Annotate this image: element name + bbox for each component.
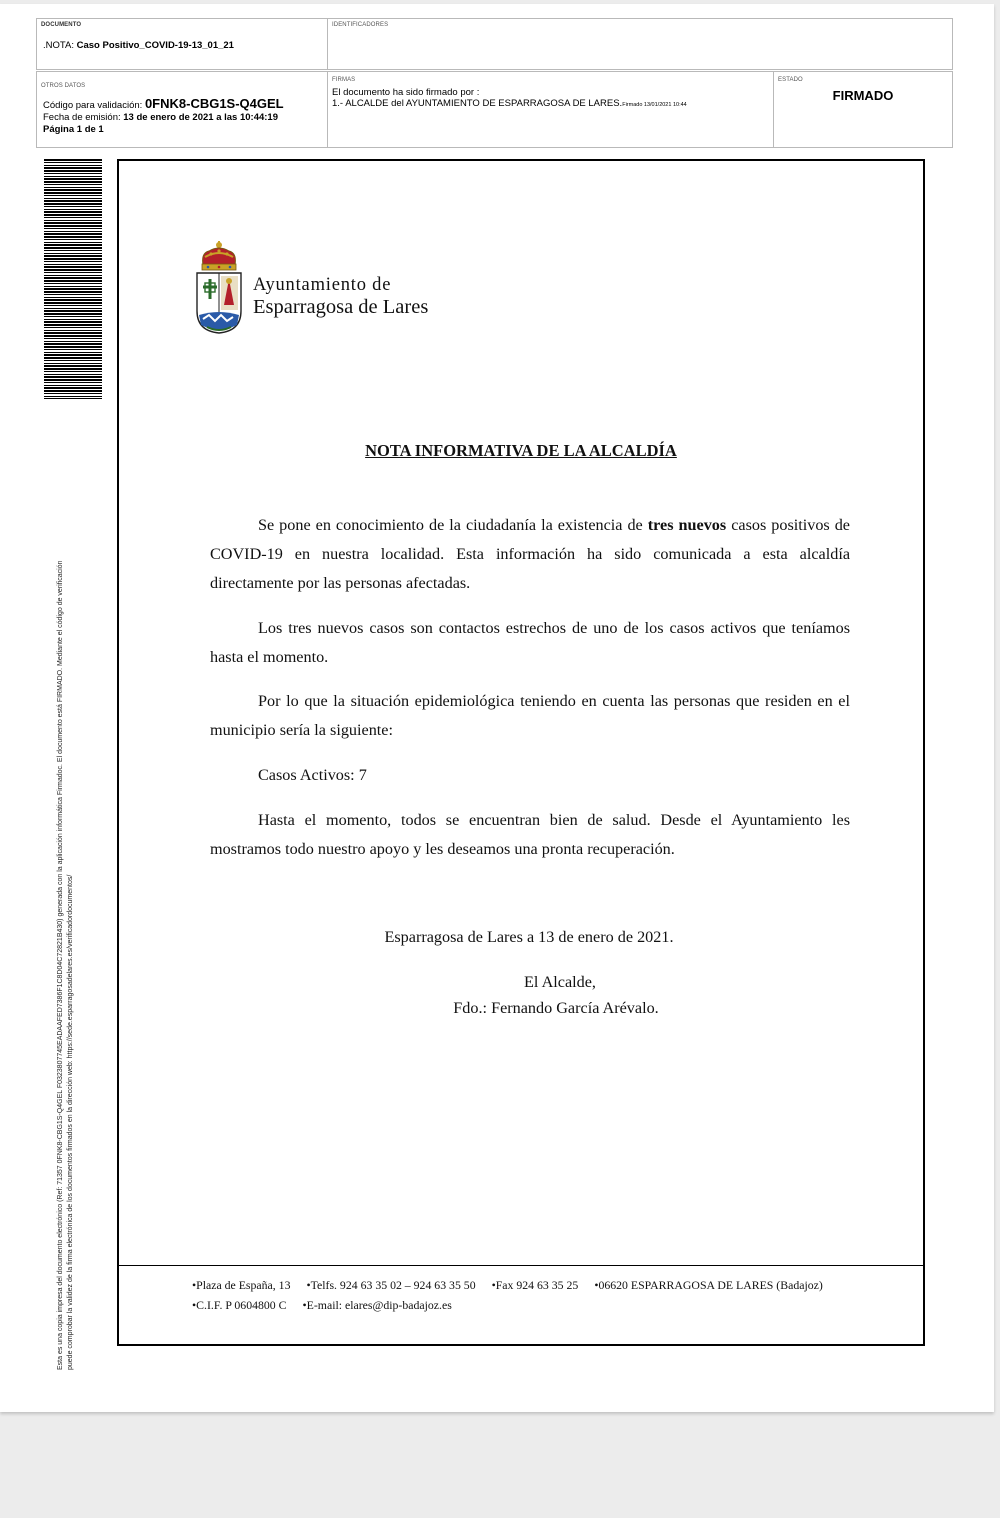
footer-cif: •C.I.F. P 0604800 C [192, 1298, 287, 1312]
header-row-data [36, 71, 953, 148]
identificadores-cell [327, 19, 952, 69]
active-cases: Casos Activos: 7 [258, 766, 367, 784]
issue-date: Fecha de emisión: 13 de enero de 2021 a las 10:44:19 [43, 112, 279, 123]
verification-line-1: Esta es una copia impresa del documento electrónico (Ref: 71357 0FNK8-CBG1S-Q4GEL F0323807745EADAAFED7386F1C8D04C72821B430) generada con la aplicación informática Firmadoc. El documento está FIRMADO. Mediante el código de verificación [57, 560, 64, 1370]
document-page [0, 4, 994, 1412]
footer-address: •Plaza de España, 13 [192, 1278, 291, 1292]
page-title: NOTA INFORMATIVA DE LA ALCALDÍA [365, 441, 677, 460]
validation-code: Código para validación: 0FNK8-CBG1S-Q4GEL [43, 96, 284, 111]
paragraph-5: Hasta el momento, todos se encuentran bien de salud. Desde el Ayuntamiento les mostramos todo nuestro apoyo y les deseamos una pronta recuperación. [210, 811, 850, 858]
identificadores-caption: IDENTIFICADORES [332, 22, 389, 28]
letter-frame [117, 159, 925, 1346]
header-row-document [36, 18, 953, 70]
footer-fax: •Fax 924 63 35 25 [491, 1278, 579, 1292]
paragraph-3: Por lo que la situación epidemiológica teniendo en cuenta las personas que residen en el municipio sería la siguiente: [210, 692, 850, 739]
documento-cell [37, 19, 327, 69]
status-value: FIRMADO [832, 88, 894, 103]
documento-caption: DOCUMENTO [41, 22, 82, 28]
otros-datos-caption: OTROS DATOS [41, 83, 86, 89]
document-name: .NOTA: Caso Positivo_COVID-19-13_01_21 [43, 40, 234, 51]
coat-of-arms-icon [193, 239, 245, 335]
estado-cell [773, 72, 952, 147]
paragraph-2: Los tres nuevos casos son contactos estrechos de uno de los casos activos que teníamos hasta el momento. [210, 619, 850, 666]
signature-name: Fdo.: Fernando García Arévalo. [453, 999, 659, 1017]
barcode-icon [44, 159, 102, 399]
paragraph-1: Se pone en conocimiento de la ciudadanía la existencia de tres nuevos casos positivos de COVID-19 en nuestra localidad. Esta información ha sido comunicada a esta alcaldía directamente por las personas afectadas. [210, 516, 850, 592]
signed-by-label: El documento ha sido firmado por : [332, 87, 480, 98]
firmas-cell [327, 72, 773, 147]
otros-datos-cell [37, 72, 327, 147]
place-date: Esparragosa de Lares a 13 de enero de 2021. [384, 928, 674, 946]
page-count: Página 1 de 1 [43, 124, 104, 135]
estado-caption: ESTADO [778, 77, 803, 83]
signer: 1.- ALCALDE del AYUNTAMIENTO DE ESPARRAGOSA DE LARES.Firmado 13/01/2021 10:44 [332, 98, 687, 109]
footer-email: •E-mail: elares@dip-badajoz.es [302, 1298, 452, 1312]
footer-divider [119, 1265, 923, 1266]
footer-phones: •Telfs. 924 63 35 02 – 924 63 35 50 [306, 1278, 476, 1292]
footer-line-1 [192, 1278, 839, 1293]
footer-postal: •06620 ESPARRAGOSA DE LARES (Badajoz) [594, 1278, 823, 1292]
verification-side-text [56, 400, 75, 1370]
letterhead-line-1: Ayuntamiento de [253, 275, 392, 295]
firmas-caption: FIRMAS [332, 77, 356, 83]
footer-line-2 [192, 1298, 468, 1313]
signature-title: El Alcalde, [524, 973, 596, 991]
verification-line-2: puede comprobar la validez de la firma electrónica de los documentos firmados en la dirección web: https://sede.esparragosadelares.es/verificadordocumentos/ [66, 874, 74, 1370]
letterhead-line-2: Esparragosa de Lares [253, 296, 429, 318]
